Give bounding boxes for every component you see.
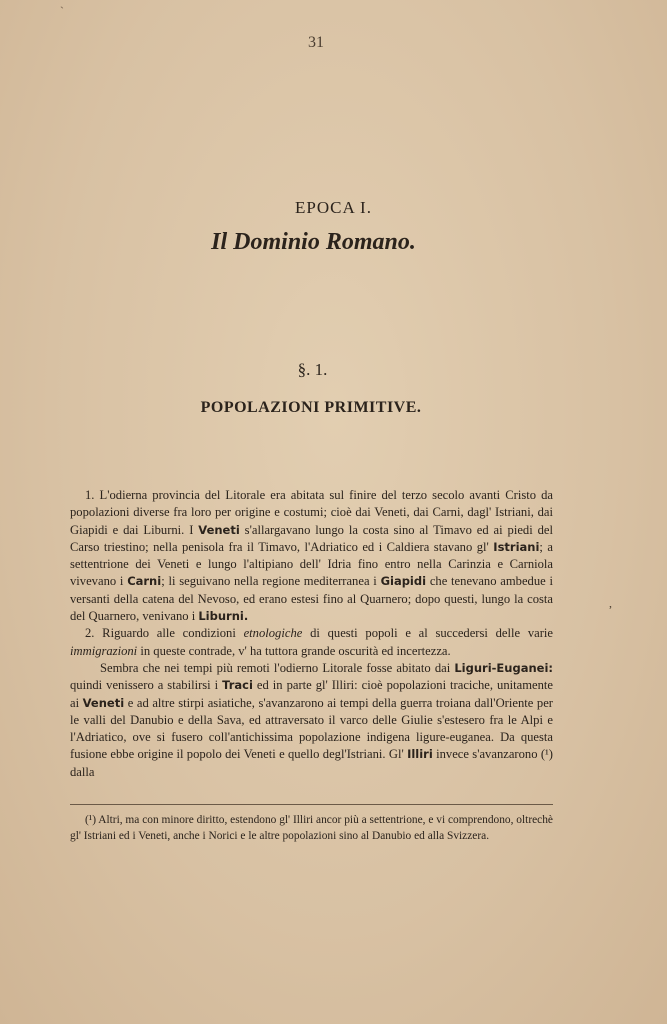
italic-term: etnologiche [243,626,303,641]
section-number: §. 1. [297,360,328,379]
bold-term: Veneti [198,522,240,537]
bold-term: Liburni. [198,609,249,624]
bold-term: Istriani [493,539,540,554]
corner-mark: ` [60,4,64,18]
margin-mark: , [609,596,612,610]
bold-term: Giapidi [380,574,427,589]
epoch-title: Il Dominio Romano. [211,229,416,255]
footnote-rule [70,804,553,805]
bold-term: Traci [222,678,253,693]
bold-term: Veneti [82,695,125,710]
bold-term: Liguri-Euganei: [454,660,553,675]
body-text [70,487,553,781]
paragraph-1: 1. L'odierna provincia del Litorale era abitata sul finire del terzo secolo avanti Cristo da popolazioni diverse fra loro per origine e costumi; cioè dai Veneti, dai Carni, dagl' Istriani, dai Giapidi e dai Liburni. I Veneti s'allargavano lungo la costa sino al Timavo ed ai piedi del Carso triestino; nella penisola fra il Timavo, l'Adriatico ed i Caldiera stavano gl' Istriani; a settentrione dei Veneti e lungo l'altipiano dell' Idria fino entro nella Carinzia e Carniola vivevano i Carni; li seguivano nella regione mediterranea i Giapidi che tenevano ambedue i versanti della catena del Nevoso, ed erano estesi fino al Quarnero; dopo questi, lungo la costa del Quarnero, venivano i Liburni. [70,488,553,624]
section-title: POPOLAZIONI PRIMITIVE. [200,399,422,416]
page-number: 31 [308,34,324,51]
italic-term: immigrazioni [70,643,138,658]
bold-term: Carni [127,574,162,589]
paragraph-2: 2. Riguardo alle condizioni etnologiche di questi popoli e al succedersi delle varie immigrazioni in queste contrade, v' ha tuttora grande oscurità ed incertezza. [70,626,553,658]
footnote: (¹) Altri, ma con minore diritto, estendono gl' Illiri ancor più a settentrione, e vi comprendono, oltrechè gl' Istriani ed i Veneti, anche i Norici e le altre popolazioni sino al Danubio ed alla Svizzera. [70,814,553,842]
paragraph-3: Sembra che nei tempi più remoti l'odierno Litorale fosse abitato dai Liguri-Euganei: quindi venissero a stabilirsi i Traci ed in parte gl' Illiri: cioè popolazioni traciche, unitamente ai Veneti e ad altre stirpi asiatiche, s'avanzarono ai tempi della guerra troiana dall'Oriente per le valli del Danubio e della Sava, ed attraversato il varco delle Giulie s'estesero fra le Alpi e l'Adriatico, ove si fusero coll'antichissima popolazione indigena ligure-euganea. Da questa fusione ebbe origine il popolo dei Veneti e quello degl'Istriani. Gl' Illiri invece s'avanzarono (¹) dalla [70,660,553,779]
epoch-heading: EPOCA I. [295,198,372,217]
bold-term: Illiri [407,747,433,762]
